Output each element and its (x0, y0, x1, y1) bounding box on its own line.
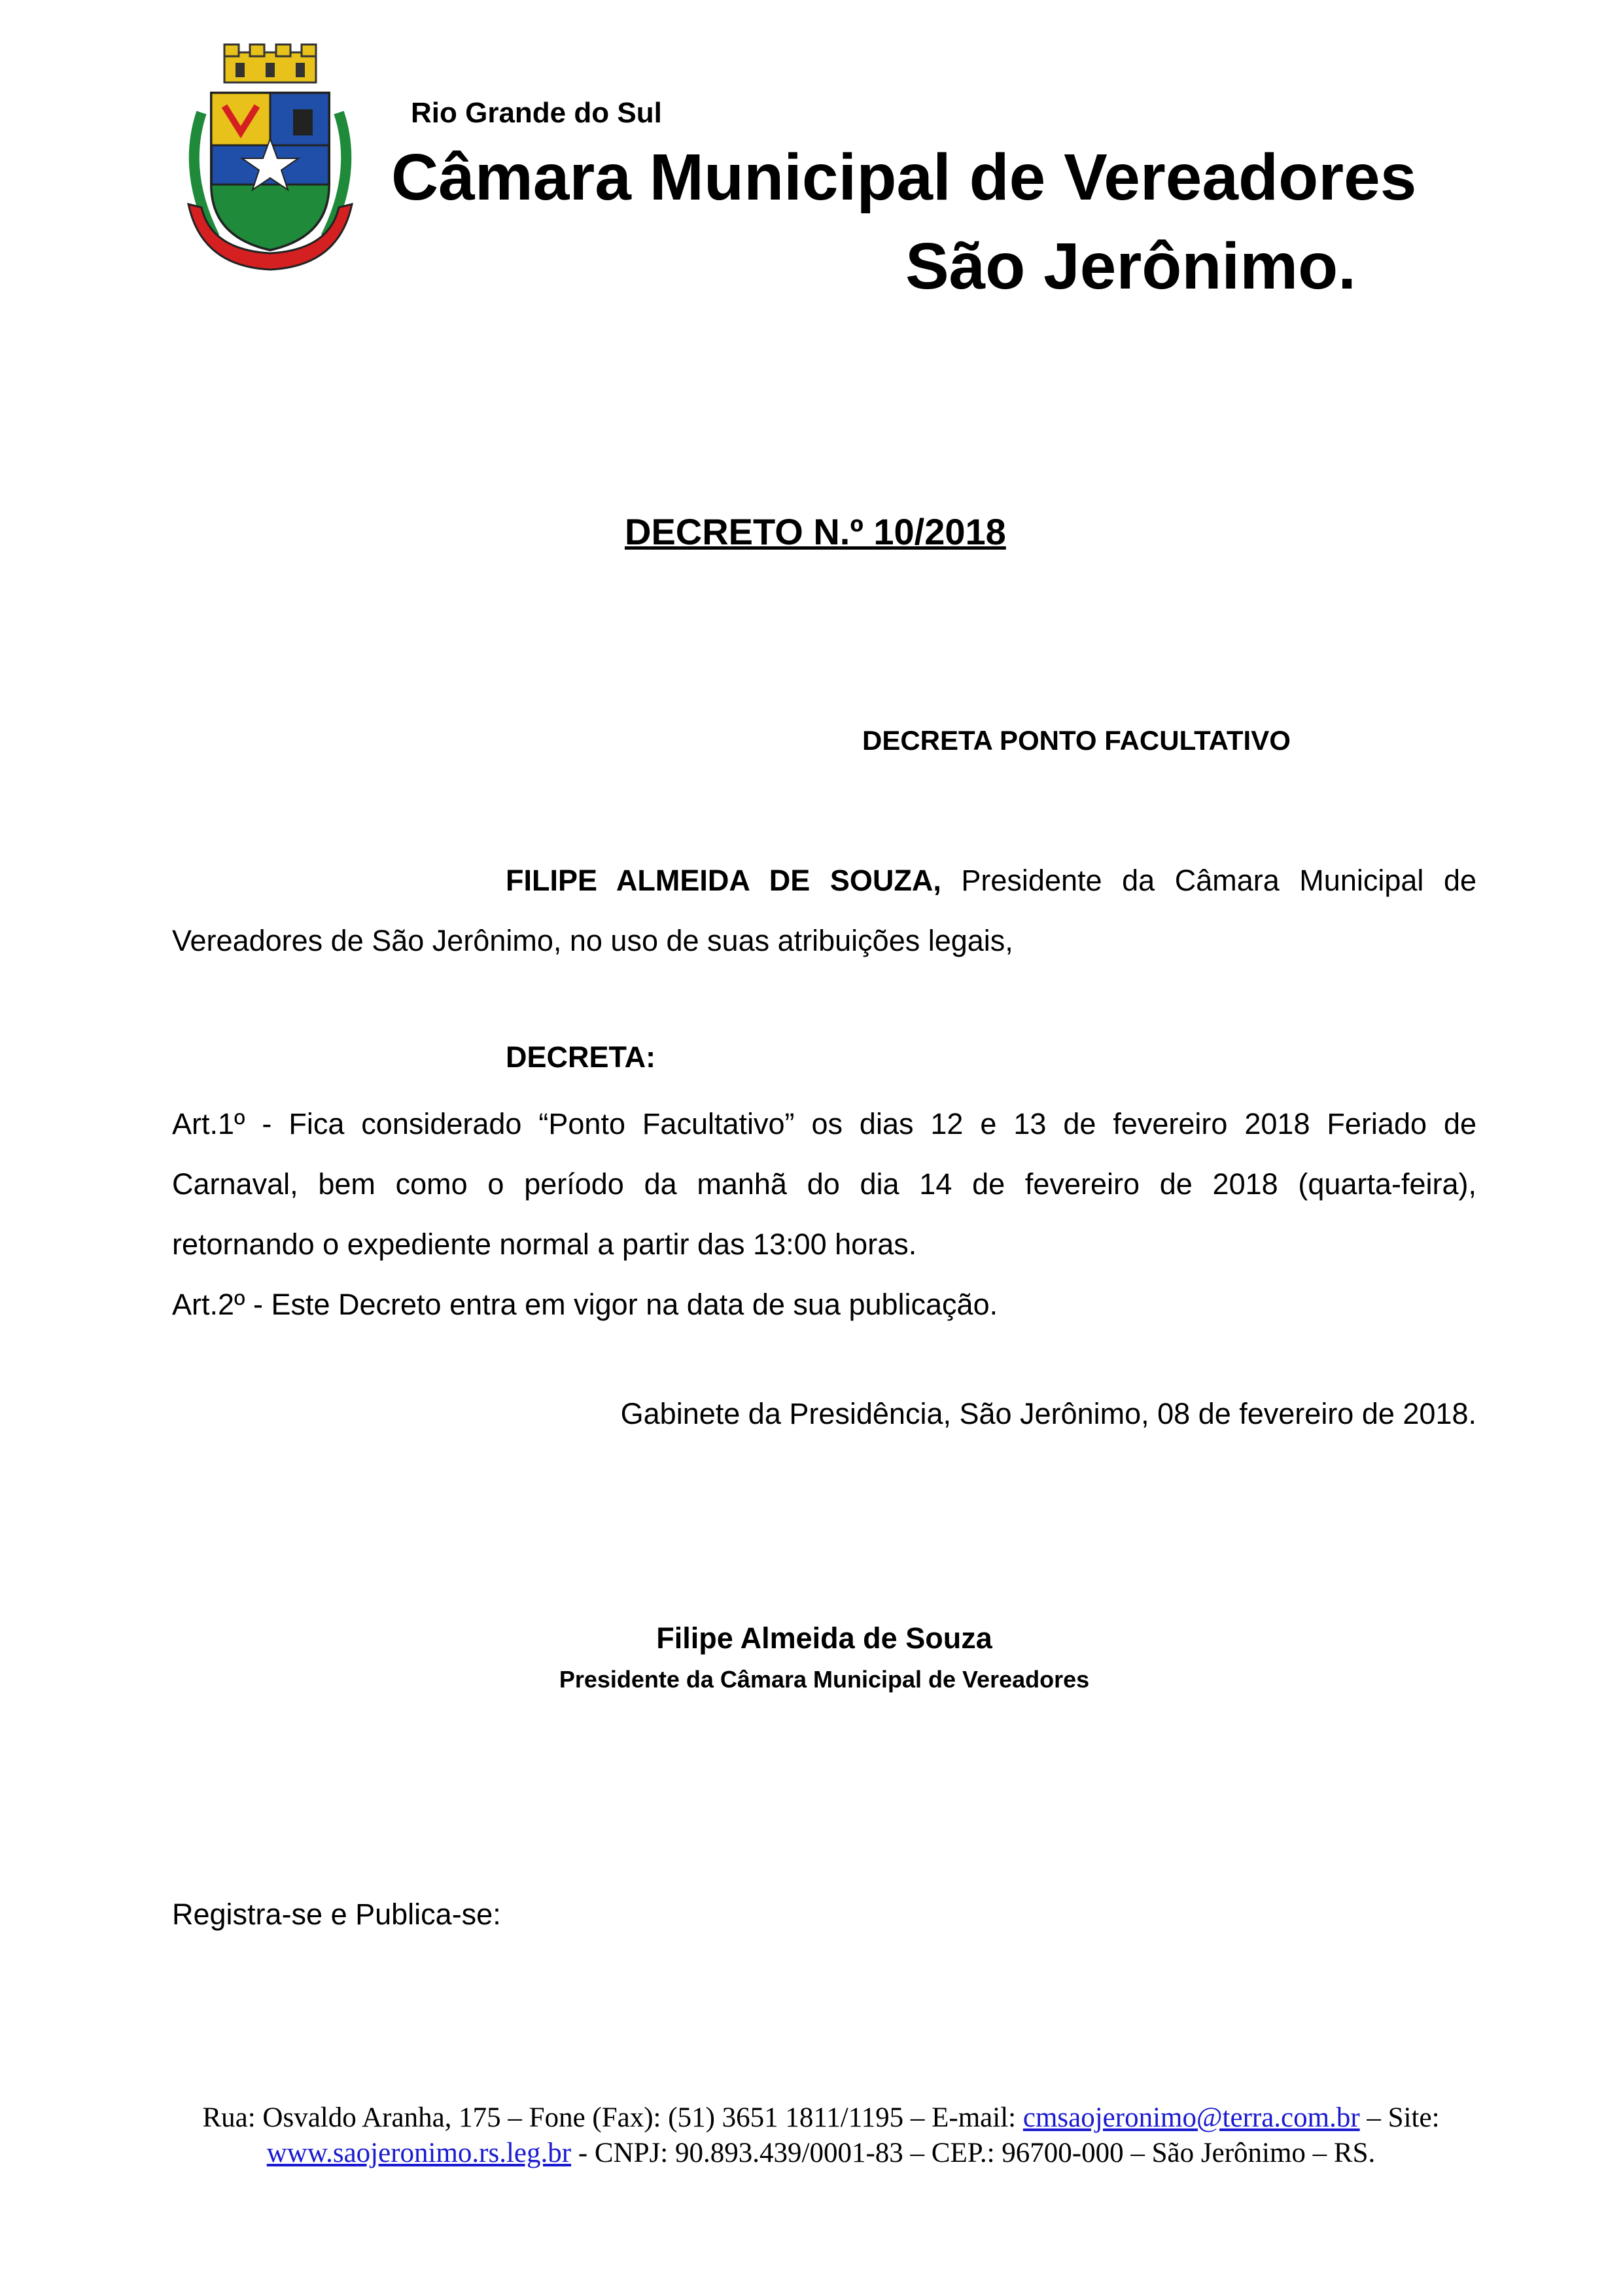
articles-block (172, 1094, 1476, 1335)
footer-address-text: Rua: Osvaldo Aranha, 175 – Fone (Fax): (51) 3651 1811/1195 – E-mail: (202, 2102, 1023, 2133)
footer-site-link[interactable]: www.saojeronimo.rs.leg.br (266, 2138, 572, 2168)
signatory-role: Presidente da Câmara Municipal de Vereadores (559, 1666, 1090, 1693)
decree-ementa: DECRETA PONTO FACULTATIVO (862, 725, 1291, 756)
article-2: Art.2º - Este Decreto entra em vigor na data de sua publicação. (172, 1288, 998, 1321)
article-1-line-1: Art.1º - Fica considerado “Ponto Facultativo” os dias 12 e 13 de fevereiro 2018 Feriado de (172, 1107, 1476, 1140)
register-note: Registra-se e Publica-se: (172, 1898, 501, 1931)
footer-email-link[interactable]: cmsaojeronimo@terra.com.br (1022, 2102, 1360, 2133)
footer-cnpj-cep: - CNPJ: 90.893.439/0001-83 – CEP.: 96700-000 – São Jerônimo – RS. (571, 2138, 1376, 2168)
organization-name: Câmara Municipal de Vereadores (391, 141, 1417, 214)
signatory-name: Filipe Almeida de Souza (656, 1621, 992, 1655)
decreta-label: DECRETA: (506, 1040, 656, 1074)
decree-title: DECRETO N.º 10/2018 (625, 511, 1006, 552)
preamble-line-1-rest: Presidente da Câmara Municipal de (941, 864, 1476, 897)
preamble-line-1 (172, 851, 1476, 911)
article-1-line-3: retornando o expediente normal a partir das 13:00 horas. (172, 1227, 917, 1261)
article-1-line-2: Carnaval, bem como o período da manhã do dia 14 de fevereiro de 2018 (quarta-feira), (172, 1167, 1476, 1201)
city-name: São Jerônimo. (905, 230, 1356, 303)
preamble-line-2: Vereadores de São Jerônimo, no uso de suas atribuições legais, (172, 924, 1013, 957)
date-place-line: Gabinete da Presidência, São Jerônimo, 08 de fevereiro de 2018. (620, 1397, 1476, 1430)
region-name: Rio Grande do Sul (411, 97, 662, 129)
president-name-bold: FILIPE ALMEIDA DE SOUZA, (506, 864, 941, 897)
footer-site-label: – Site: (1359, 2102, 1440, 2133)
footer-address (131, 2100, 1511, 2171)
municipal-coat-of-arms (175, 41, 365, 276)
preamble-paragraph (172, 851, 1476, 971)
